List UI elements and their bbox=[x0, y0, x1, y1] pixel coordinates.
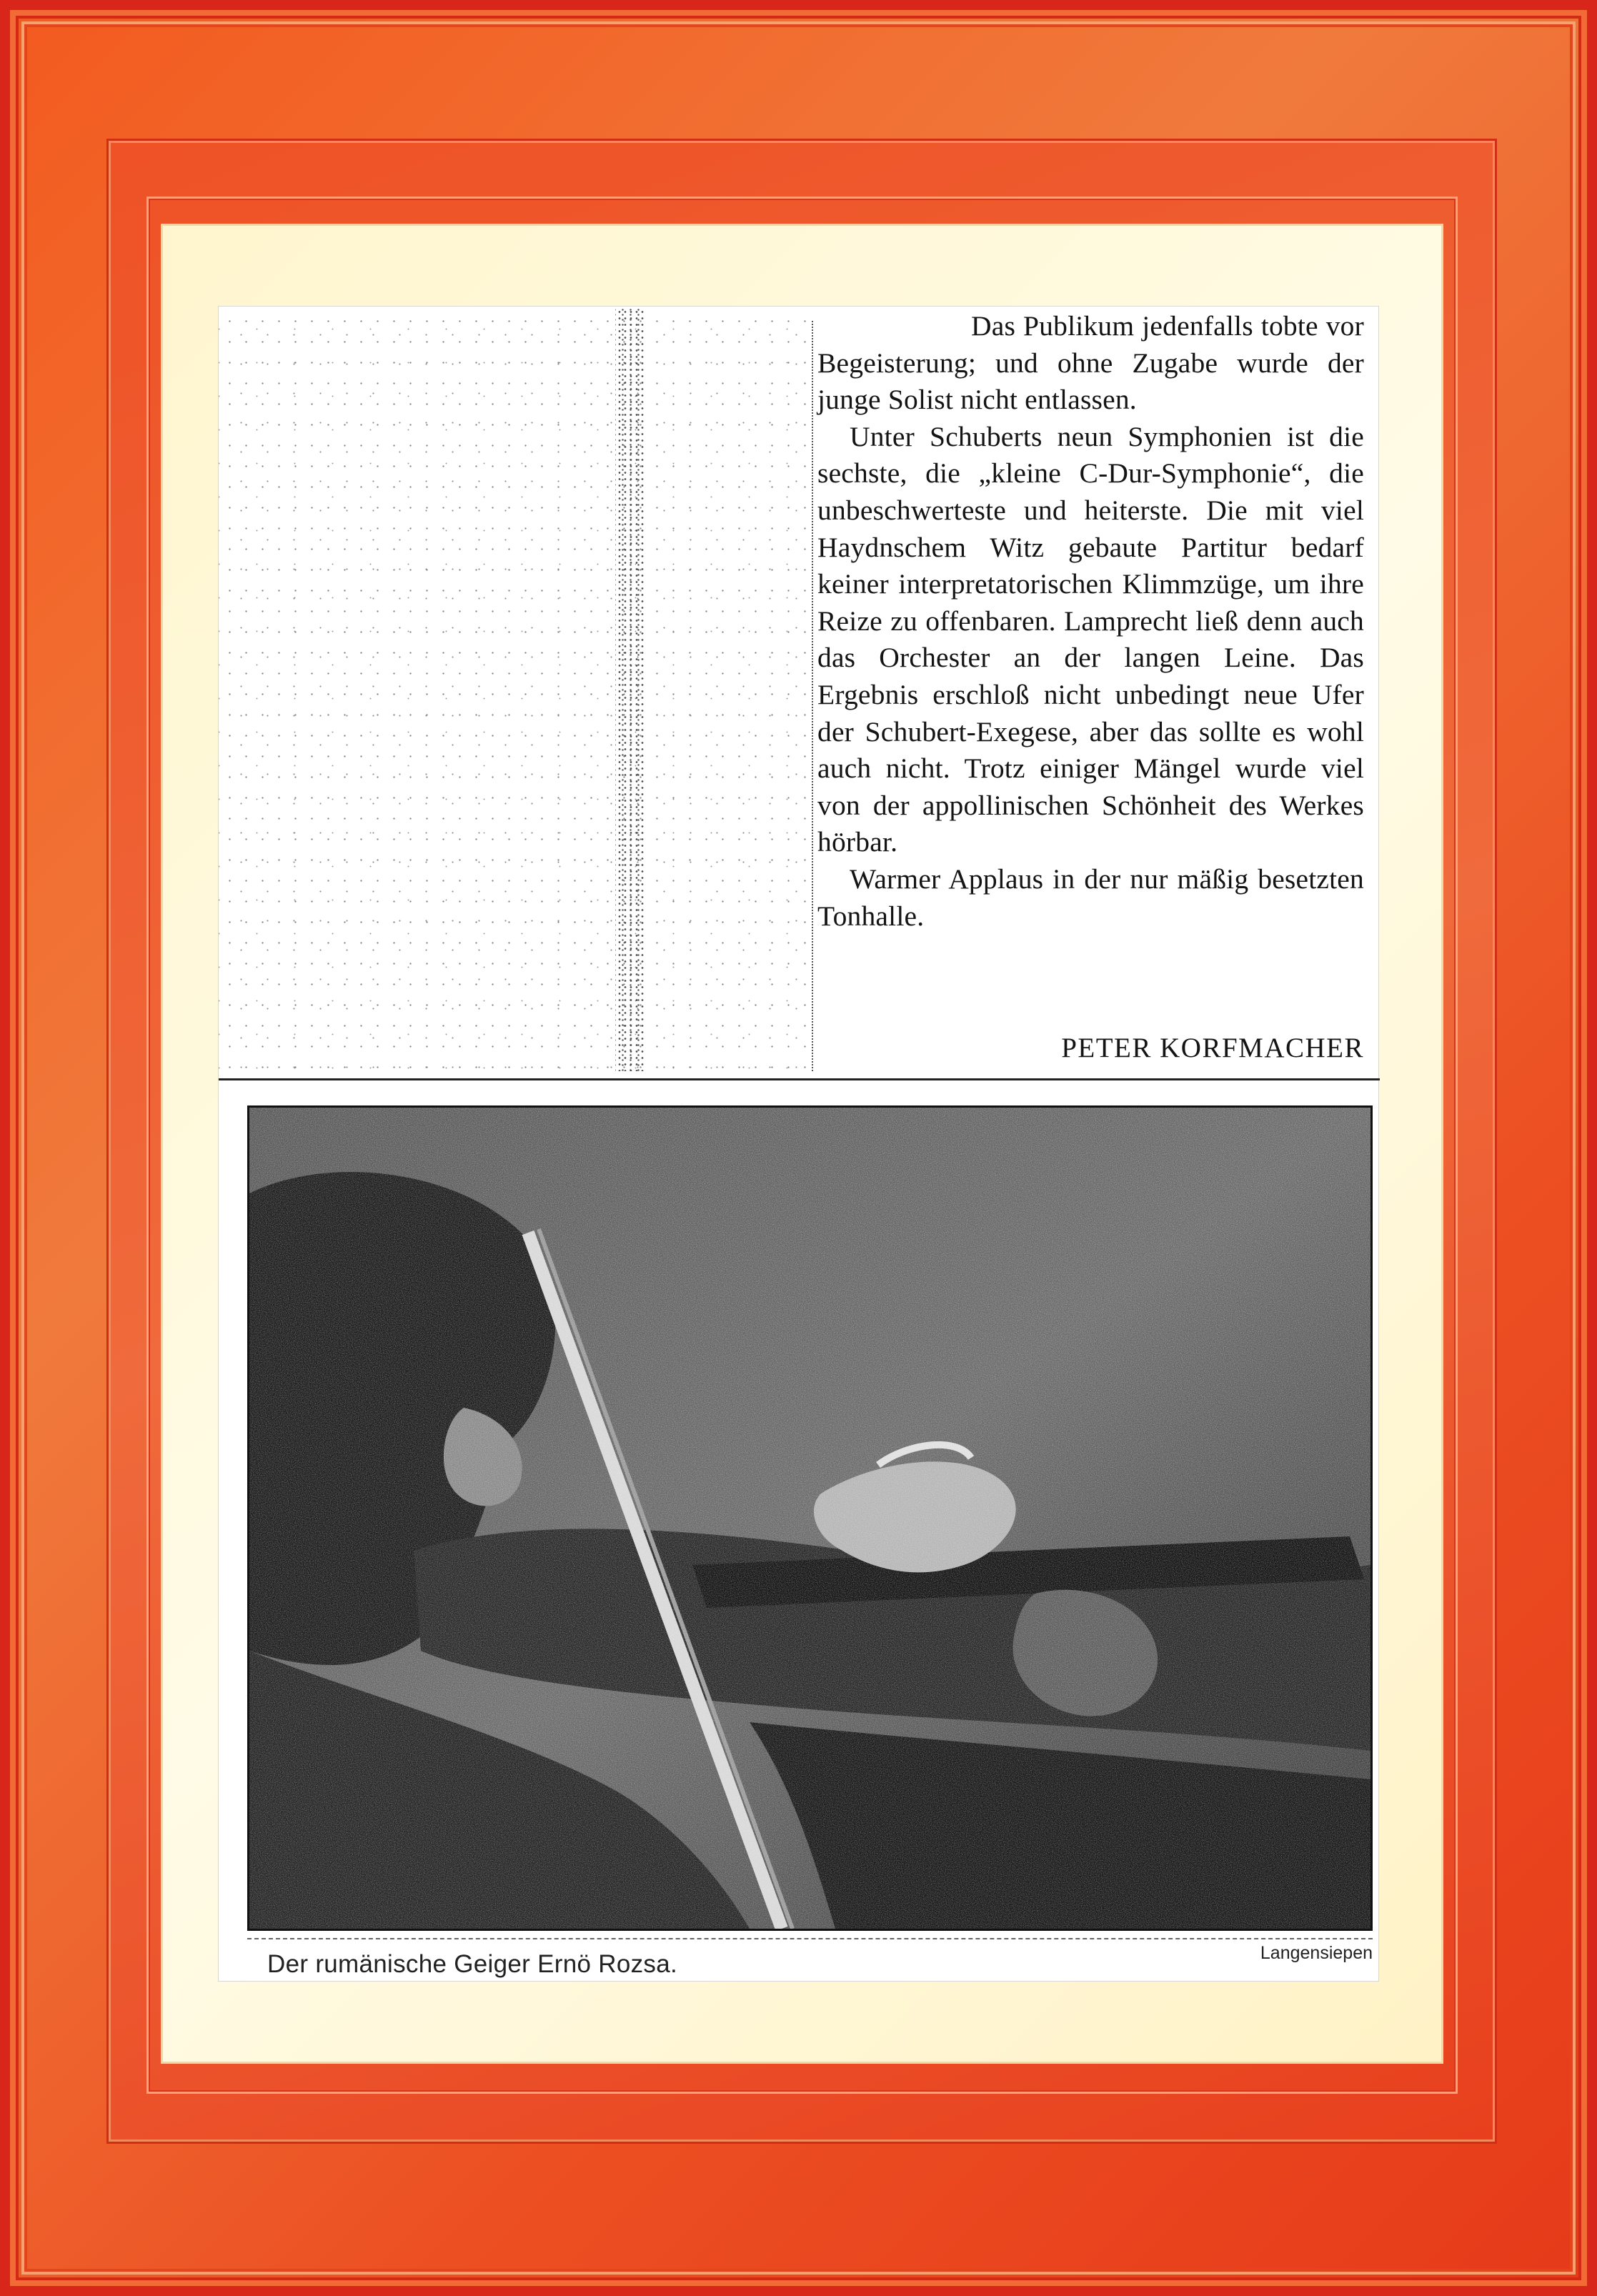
violinist-photo bbox=[247, 1105, 1373, 1931]
scan-noise-area bbox=[219, 307, 815, 1071]
article-paragraph-2: Unter Schuberts neun Symphonien ist die sechste, die „kleine C-Dur-Symphonie“, die unbeschwerteste und heiterste. Die mit viel Haydnschem Witz gebaute Partitur bedarf keiner interpretatorischen Klimmzüge, um ihre Reize zu offenbaren. Lamprecht ließ denn auch das Orchester an der langen Leine. Das Ergebnis erschloß nicht unbedingt neue Ufer der Schubert-Exegese, aber das sollte es wohl auch nicht. Trotz einiger Mängel wurde viel von der appollinischen Schönheit des Werkes hörbar. bbox=[817, 420, 1364, 858]
byline: PETER KORFMACHER bbox=[1061, 1033, 1364, 1063]
newspaper-clipping bbox=[218, 306, 1379, 1982]
column-rule bbox=[812, 321, 813, 1071]
caption-rule bbox=[247, 1938, 1373, 1939]
photo-caption: Der rumänische Geiger Ernö Rozsa. bbox=[267, 1950, 678, 1978]
article-text bbox=[817, 308, 1364, 935]
section-rule bbox=[219, 1078, 1380, 1080]
article-paragraph-1: Das Publikum jedenfalls tobte vor Begeisterung; und ohne Zugabe wurde der junge Solist nicht entlassen. bbox=[817, 310, 1364, 416]
scan-noise-column bbox=[615, 307, 644, 1071]
photo-credit: Langensiepen bbox=[1260, 1943, 1373, 1963]
article-paragraph-3: Warmer Applaus in der nur mäßig besetzten Tonhalle. bbox=[817, 863, 1364, 932]
